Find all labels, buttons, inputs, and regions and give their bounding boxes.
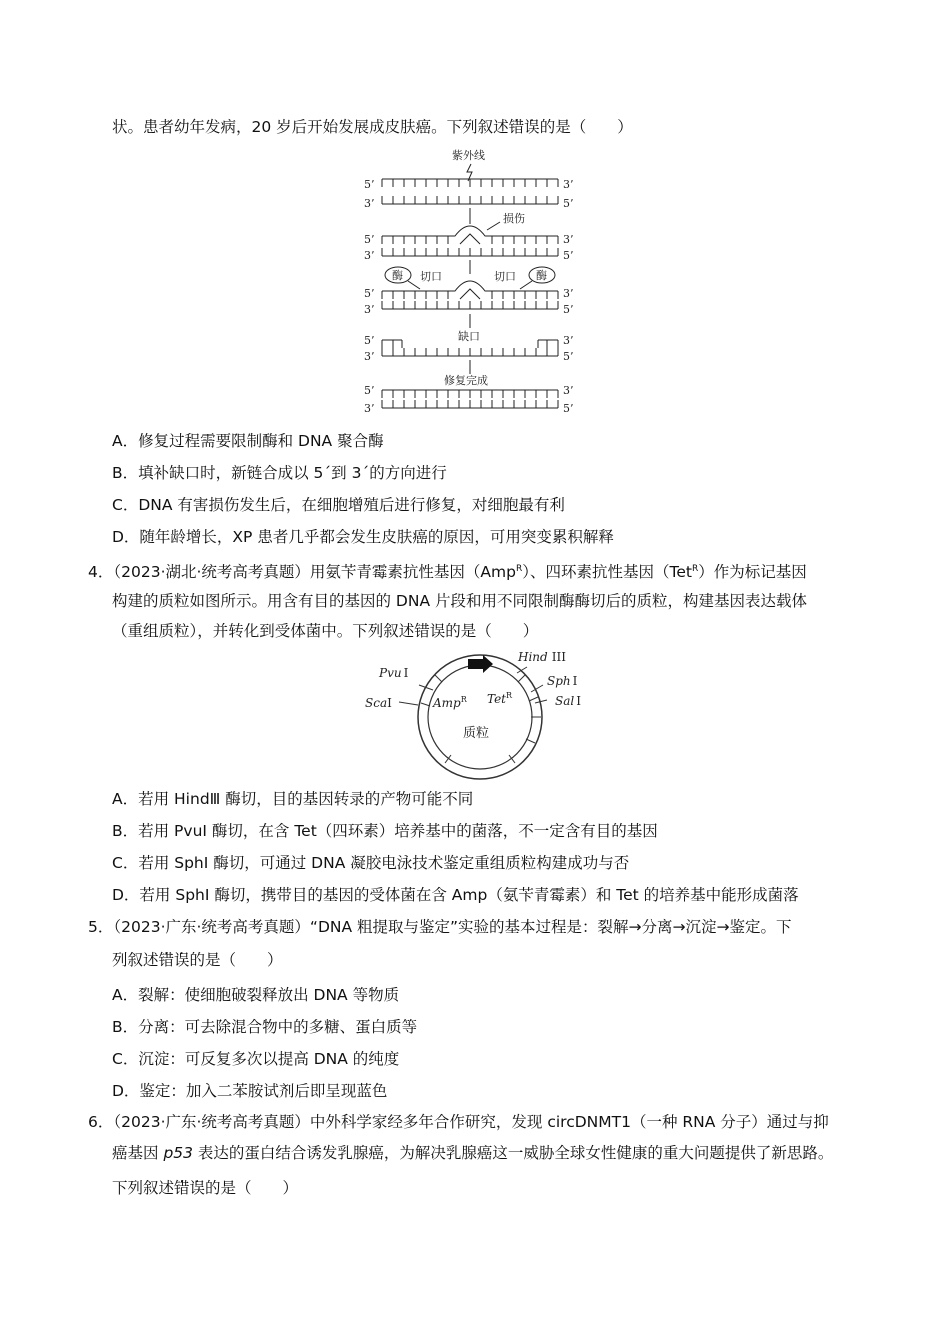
base-pair-ticks xyxy=(382,179,558,204)
q4-stem-line1: 4．（2023·湖北·统考高考真题）用氨苄青霉素抗性基因（Amp$^R$）、四环素抗性基因（Tet$^R$）作为标记基因 xyxy=(88,563,807,582)
svg-text:5’: 5’ xyxy=(563,197,574,210)
question-number: 6． xyxy=(88,1113,114,1131)
plasmid-inner-ring xyxy=(428,665,532,769)
q4-stem-line3: （重组质粒），并转化到受体菌中。下列叙述错误的是（ ） xyxy=(112,622,539,640)
svg-text:酶: 酶 xyxy=(392,269,403,282)
svg-text:3’: 3’ xyxy=(563,178,574,191)
emph-char: 误 xyxy=(524,118,540,136)
svg-text:5’: 5’ xyxy=(364,384,375,397)
q5-option-d: D．鉴定：加入二苯胺试剂后即呈现蓝色 xyxy=(112,1082,388,1100)
q3-option-a: A．修复过程需要限制酶和 DNA 聚合酶 xyxy=(112,432,384,450)
svg-text:5’: 5’ xyxy=(364,334,375,347)
q5-option-a: A．裂解：使细胞破裂释放出 DNA 等物质 xyxy=(112,986,400,1004)
q5-option-b: B．分离：可去除混合物中的多糖、蛋白质等 xyxy=(112,1018,418,1036)
uv-lightning-icon xyxy=(467,164,472,181)
emph-char: 错 xyxy=(508,118,525,136)
q3-option-b: B．填补缺口时，新链合成以 5ˊ到 3ˊ的方向进行 xyxy=(112,464,447,482)
svg-text:5’: 5’ xyxy=(364,178,375,191)
q6-stem-line3: 下列叙述错误的是（ ） xyxy=(112,1179,299,1197)
q6-emphasis xyxy=(174,1179,205,1197)
sca-label: ScaI xyxy=(365,696,392,710)
q5-stem-line1: 5．（2023·广东·统考高考真题）“DNA 粗提取与鉴定”实验的基本过程是：裂解→分离→沉淀→鉴定。下 xyxy=(88,918,792,936)
q3-option-d: D．随年龄增长，XP 患者几乎都会发生皮肤癌的原因，可用突变累积解释 xyxy=(112,528,614,546)
q3-stem: 状。患者幼年发病，20 岁后开始发展成皮肤癌。下列叙述错误的是（ ） xyxy=(112,118,633,136)
svg-text:3’: 3’ xyxy=(364,197,375,210)
done-label: 修复完成 xyxy=(444,374,488,387)
q4-option-c: C．若用 SphⅠ 酶切，可通过 DNA 凝胶电泳技术鉴定重组质粒构建成功与否 xyxy=(112,854,630,872)
svg-text:3’: 3’ xyxy=(364,303,375,316)
cut-label-right: 切口 xyxy=(494,270,516,283)
q6-stem-line2: 癌基因 p53 表达的蛋白结合诱发乳腺癌，为解决乳腺癌这一威胁全球女性健康的重大问题提供了新思路。 xyxy=(112,1144,834,1162)
emph-char: 误 xyxy=(189,1179,206,1197)
emph-char: 错 xyxy=(158,951,175,969)
amp-label: Amp$^R$ xyxy=(433,695,467,710)
svg-text:酶: 酶 xyxy=(536,269,547,282)
svg-text:3’: 3’ xyxy=(364,249,375,262)
question-number: 4． xyxy=(88,563,114,582)
svg-text:3’: 3’ xyxy=(563,233,574,246)
q5-stem-line2: 列叙述错误的是（ ） xyxy=(112,951,283,969)
svg-text:5’: 5’ xyxy=(364,233,375,246)
uv-label: 紫外线 xyxy=(452,149,485,162)
hind-label: Hind III xyxy=(518,650,566,664)
svg-text:5’: 5’ xyxy=(364,287,375,300)
svg-text:3’: 3’ xyxy=(563,384,574,397)
q3-emphasis xyxy=(509,118,540,136)
gene-name: p53 xyxy=(163,1144,193,1162)
q4-option-a: A．若用 HindⅢ 酶切，目的基因转录的产物可能不同 xyxy=(112,790,474,808)
promoter-arrow-icon xyxy=(468,655,493,673)
pvu-label: Pvu I xyxy=(379,666,409,680)
q5-option-c: C．沉淀：可反复多次以提高 DNA 的纯度 xyxy=(112,1050,400,1068)
emph-char: 错 xyxy=(174,1179,190,1197)
q6-stem-line1: 6．（2023·广东·统考高考真题）中外科学家经多年合作研究，发现 circDNMT1（一种 RNA 分子）通过与抑 xyxy=(88,1113,829,1131)
dna-repair-diagram xyxy=(360,146,590,418)
tet-label: Tet$^R$ xyxy=(487,691,513,706)
svg-text:3’: 3’ xyxy=(563,287,574,300)
q4-option-d: D．若用 SphⅠ 酶切，携带目的基因的受体菌在含 Amp（氨苄青霉素）和 Tet 的培养基中能形成菌落 xyxy=(112,886,799,904)
plasmid-label: 质粒 xyxy=(463,726,490,741)
svg-text:3’: 3’ xyxy=(364,350,375,363)
q4-option-b: B．若用 PvuⅠ 酶切，在含 Tet（四环素）培养基中的菌落，不一定含有目的基因 xyxy=(112,822,658,840)
q3-option-c: C．DNA 有害损伤发生后，在细胞增殖后进行修复，对细胞最有利 xyxy=(112,496,565,514)
sph-label: Sph I xyxy=(547,674,578,688)
sal-label: Sal I xyxy=(555,694,581,708)
cut-label-left: 切口 xyxy=(420,270,442,283)
svg-text:5’: 5’ xyxy=(563,402,574,415)
plasmid-diagram xyxy=(355,645,595,780)
emph-char: 误 xyxy=(174,951,190,969)
svg-text:3’: 3’ xyxy=(563,334,574,347)
damage-label: 损伤 xyxy=(503,212,525,225)
q5-emphasis xyxy=(159,951,190,969)
svg-text:5’: 5’ xyxy=(563,249,574,262)
gap-label: 缺口 xyxy=(458,330,480,343)
svg-text:3’: 3’ xyxy=(364,402,375,415)
question-number: 5． xyxy=(88,918,114,936)
plasmid-outer-ring xyxy=(418,655,542,779)
svg-text:5’: 5’ xyxy=(563,350,574,363)
svg-text:5’: 5’ xyxy=(563,303,574,316)
q4-stem-line2: 构建的质粒如图所示。用含有目的基因的 DNA 片段和用不同限制酶酶切后的质粒，构建基因表达载体 xyxy=(112,592,807,610)
